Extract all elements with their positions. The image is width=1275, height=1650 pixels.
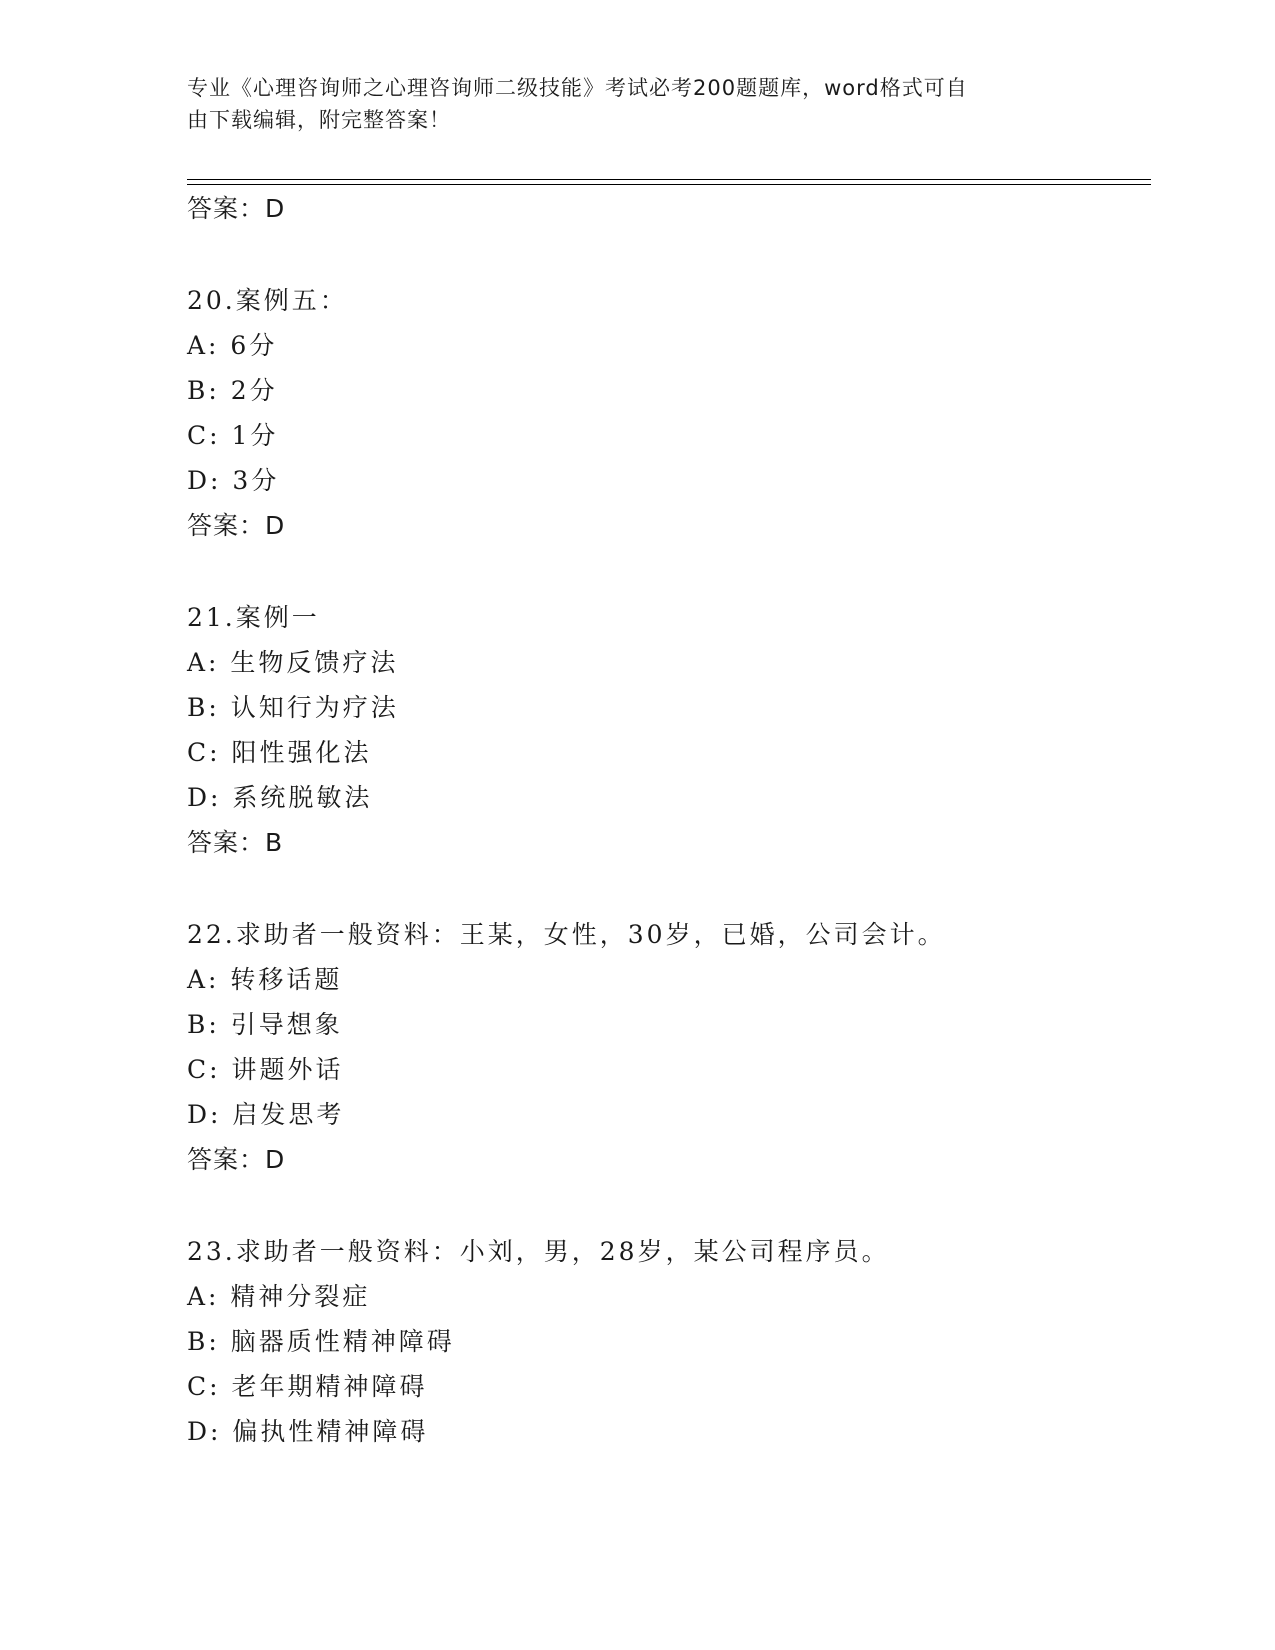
option-d: D: 启发思考	[187, 1100, 345, 1129]
header-divider-top	[187, 179, 1151, 180]
document-header	[187, 72, 1067, 136]
question-item	[187, 1229, 1151, 1454]
spacer	[187, 1182, 1151, 1229]
option-a: A: 精神分裂症	[187, 1282, 371, 1311]
answer-line: 答案：B	[187, 828, 284, 857]
spacer	[187, 548, 1151, 595]
option-a: A: 6分	[187, 331, 278, 360]
question-title: 22.求助者一般资料：王某，女性，30岁，已婚，公司会计。	[187, 920, 946, 949]
question-item	[187, 278, 1151, 548]
question-list	[187, 186, 1151, 1454]
option-d: D: 系统脱敏法	[187, 783, 373, 812]
option-a: A: 生物反馈疗法	[187, 648, 399, 677]
option-b: B: 认知行为疗法	[187, 693, 399, 722]
spacer	[187, 231, 1151, 278]
option-c: C: 讲题外话	[187, 1055, 344, 1084]
option-c: C: 阳性强化法	[187, 738, 372, 767]
question-title: 21.案例一	[187, 603, 320, 632]
option-b: B: 引导想象	[187, 1010, 343, 1039]
answer-line: 答案：D	[187, 1145, 286, 1174]
option-a: A: 转移话题	[187, 965, 343, 994]
question-title: 20.案例五：	[187, 286, 348, 315]
answer-line: 答案：D	[187, 511, 286, 540]
question-item	[187, 595, 1151, 865]
option-d: D: 3分	[187, 466, 280, 495]
option-b: B: 脑器质性精神障碍	[187, 1327, 455, 1356]
answer-line: 答案：D	[187, 194, 286, 223]
spacer	[187, 865, 1151, 912]
option-d: D: 偏执性精神障碍	[187, 1417, 429, 1446]
question-title: 23.求助者一般资料：小刘，男，28岁，某公司程序员。	[187, 1237, 890, 1266]
header-divider-bottom	[187, 184, 1151, 185]
question-item	[187, 912, 1151, 1182]
option-c: C: 老年期精神障碍	[187, 1372, 428, 1401]
header-line-2: 由下载编辑，附完整答案！	[187, 108, 451, 132]
header-line-1: 专业《心理咨询师之心理咨询师二级技能》考试必考200题题库，word格式可自	[187, 76, 968, 100]
option-b: B: 2分	[187, 376, 278, 405]
option-c: C: 1分	[187, 421, 279, 450]
